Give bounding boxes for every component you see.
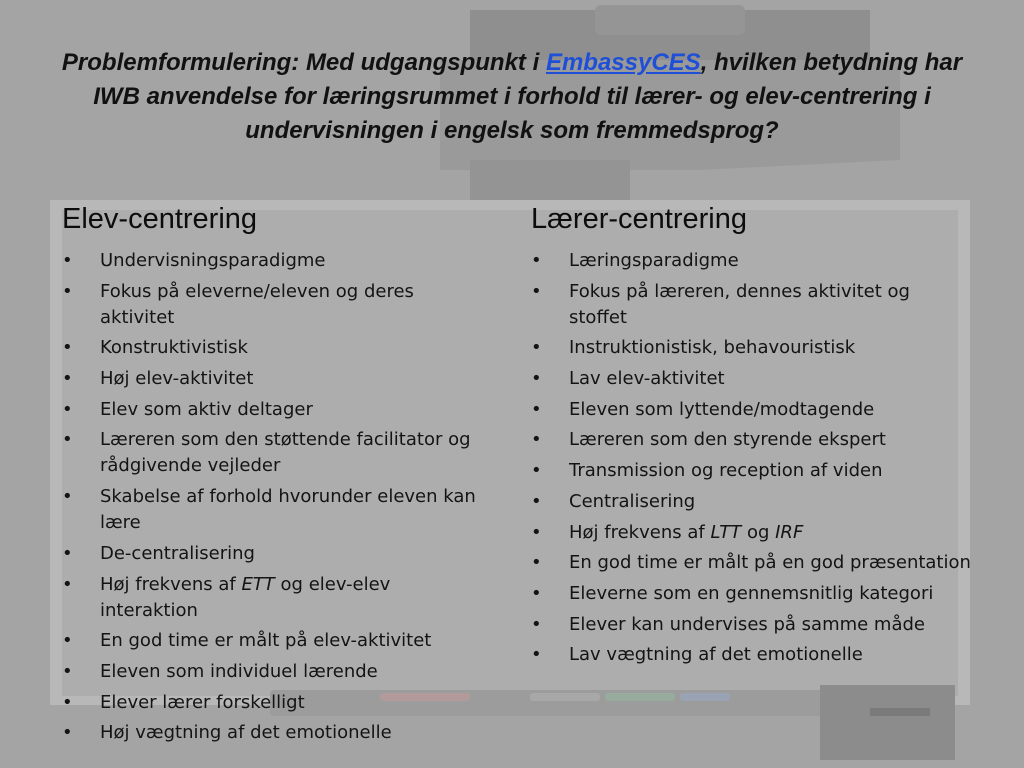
list-item-text-part: Høj frekvens af	[569, 521, 711, 543]
list-item	[62, 397, 482, 423]
list-item-text: Skabelse af forhold hvorunder eleven kan lære	[100, 486, 476, 534]
bullet-icon: •	[531, 398, 542, 420]
list-item	[62, 335, 482, 361]
list-item-text: Eleverne som en gennemsnitlig kategori	[569, 582, 934, 604]
list-item	[531, 581, 971, 607]
list-item-text: Elev som aktiv deltager	[100, 398, 313, 420]
bullet-icon: •	[62, 486, 73, 508]
list-item	[531, 489, 971, 515]
bullet-icon: •	[531, 552, 542, 574]
list-item-text: Instruktionistisk, behavouristisk	[569, 337, 856, 359]
list-item	[531, 550, 971, 576]
bullet-icon: •	[62, 280, 73, 302]
list-item	[62, 659, 482, 685]
list-item	[62, 720, 482, 746]
list-item	[531, 335, 971, 361]
bullet-icon: •	[531, 280, 542, 302]
elev-centrering-list	[62, 248, 482, 746]
list-item-text-part: og	[741, 521, 776, 543]
list-item	[62, 541, 482, 567]
list-item-text: Undervisningsparadigme	[100, 250, 326, 271]
elev-centrering-heading: Elev-centrering	[62, 203, 258, 235]
list-item	[531, 366, 971, 392]
list-item-text: Transmission og reception af viden	[569, 460, 883, 482]
list-item-text: Fokus på læreren, dennes aktivitet og stoffet	[569, 280, 910, 328]
bullet-icon: •	[62, 630, 73, 652]
bullet-icon: •	[62, 250, 73, 271]
list-item	[531, 279, 971, 331]
list-item-text: Lav elev-aktivitet	[569, 368, 725, 390]
list-item	[531, 397, 971, 423]
list-item-text: Læreren som den støttende facilitator og rådgivende vejleder	[100, 429, 471, 477]
laerer-centrering-heading: Lærer-centrering	[531, 203, 747, 235]
bullet-icon: •	[62, 337, 73, 359]
bullet-icon: •	[62, 368, 73, 390]
bullet-icon: •	[62, 429, 73, 451]
list-item	[62, 628, 482, 654]
list-item	[531, 248, 971, 274]
laerer-centrering-list	[531, 248, 971, 668]
bullet-icon: •	[62, 542, 73, 564]
list-item-text: Høj vægtning af det emotionelle	[100, 722, 392, 744]
list-item-text: Læreren som den styrende ekspert	[569, 429, 886, 451]
list-item	[62, 690, 482, 716]
bullet-icon: •	[531, 582, 542, 604]
list-item	[531, 642, 971, 668]
bullet-icon: •	[531, 337, 542, 359]
list-item-text: Fokus på eleverne/eleven og deres aktivitet	[100, 280, 414, 328]
list-item-text: En god time er målt på en god præsentation	[569, 552, 971, 574]
bullet-icon: •	[62, 722, 73, 744]
list-item	[62, 484, 482, 536]
laerer-centrering-column	[531, 200, 971, 673]
embassyces-link[interactable]: EmbassyCES	[545, 49, 701, 76]
list-item-text: Centralisering	[569, 490, 696, 512]
list-item	[531, 612, 971, 638]
title-text-before: Problemformulering: Med udgangspunkt i	[61, 49, 546, 76]
list-item-text: Elever kan undervises på samme måde	[569, 613, 926, 635]
list-item-text: En god time er målt på elev-aktivitet	[100, 630, 432, 652]
elev-centrering-column	[62, 200, 482, 751]
bullet-icon: •	[531, 521, 542, 543]
bullet-icon: •	[62, 660, 73, 682]
list-item-text: Konstruktivistisk	[100, 337, 248, 359]
list-item-term-ett: ETT	[241, 573, 275, 595]
bullet-icon: •	[531, 429, 542, 451]
list-item	[62, 279, 482, 331]
list-item-term-irf: IRF	[775, 521, 804, 543]
list-item-text: Lav vægtning af det emotionelle	[569, 644, 863, 666]
title-text-after: , hvilken betydning har IWB anvendelse for læringsrummet i forhold til lærer- og elev-centrering i undervisningen i engelsk som fremmedsprog?	[93, 49, 963, 144]
bullet-icon: •	[531, 460, 542, 482]
list-item-text-part: Høj frekvens af	[100, 573, 242, 595]
bullet-icon: •	[531, 250, 542, 271]
bullet-icon: •	[531, 613, 542, 635]
bullet-icon: •	[62, 573, 73, 595]
list-item-text: Elever lærer forskelligt	[100, 691, 305, 713]
list-item	[531, 520, 971, 546]
list-item-term-ltt: LTT	[710, 521, 742, 543]
list-item-text: Høj elev-aktivitet	[100, 368, 254, 390]
bullet-icon: •	[531, 644, 542, 666]
list-item-text: Eleven som individuel lærende	[100, 660, 378, 682]
bullet-icon: •	[62, 691, 73, 713]
bullet-icon: •	[62, 398, 73, 420]
list-item	[62, 572, 482, 624]
list-item	[531, 458, 971, 484]
list-item	[62, 366, 482, 392]
bullet-icon: •	[531, 490, 542, 512]
list-item	[62, 248, 482, 274]
list-item-text: Læringsparadigme	[569, 250, 739, 271]
bullet-icon: •	[531, 368, 542, 390]
list-item-text: Eleven som lyttende/modtagende	[569, 398, 875, 420]
list-item	[62, 427, 482, 479]
list-item-text-part: og elev-elev interaktion	[100, 573, 391, 621]
list-item-text: De-centralisering	[100, 542, 255, 564]
list-item	[531, 427, 971, 453]
slide-title	[40, 46, 984, 148]
